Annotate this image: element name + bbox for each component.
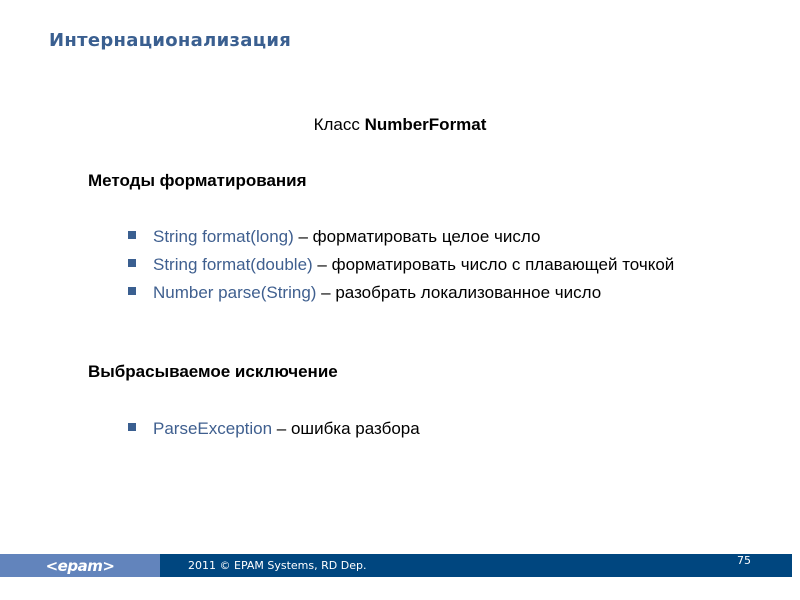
methods-list — [128, 226, 712, 310]
method-description: – форматировать число с плавающей точкой — [312, 255, 675, 274]
slide-title: Интернационализация — [49, 30, 292, 51]
method-signature: Number parse(String) — [153, 283, 317, 302]
list-item — [128, 282, 712, 304]
square-bullet-icon — [128, 259, 136, 267]
square-bullet-icon — [128, 287, 136, 295]
section-heading-exception: Выбрасываемое исключение — [88, 362, 338, 381]
footer-bar — [160, 554, 792, 577]
list-item — [128, 226, 712, 248]
method-signature: String format(double) — [153, 255, 313, 274]
list-item — [128, 254, 712, 276]
square-bullet-icon — [128, 423, 136, 431]
page-number: 75 — [737, 554, 751, 567]
method-signature: String format(long) — [153, 227, 294, 246]
list-item — [128, 418, 712, 440]
exception-description: – ошибка разбора — [272, 419, 420, 438]
square-bullet-icon — [128, 231, 136, 239]
footer — [0, 554, 792, 577]
footer-copyright: 2011 © EPAM Systems, RD Dep. — [188, 559, 367, 572]
subtitle-prefix: Класс — [313, 115, 365, 134]
slide-subtitle — [0, 115, 800, 135]
exception-name: ParseException — [153, 419, 273, 438]
exceptions-list — [128, 418, 712, 446]
subtitle-class-name: NumberFormat — [364, 115, 487, 134]
section-heading-methods: Методы форматирования — [88, 171, 307, 190]
epam-logo: <epam> — [0, 554, 160, 577]
method-description: – разобрать локализованное число — [316, 283, 602, 302]
method-description: – форматировать целое число — [293, 227, 541, 246]
